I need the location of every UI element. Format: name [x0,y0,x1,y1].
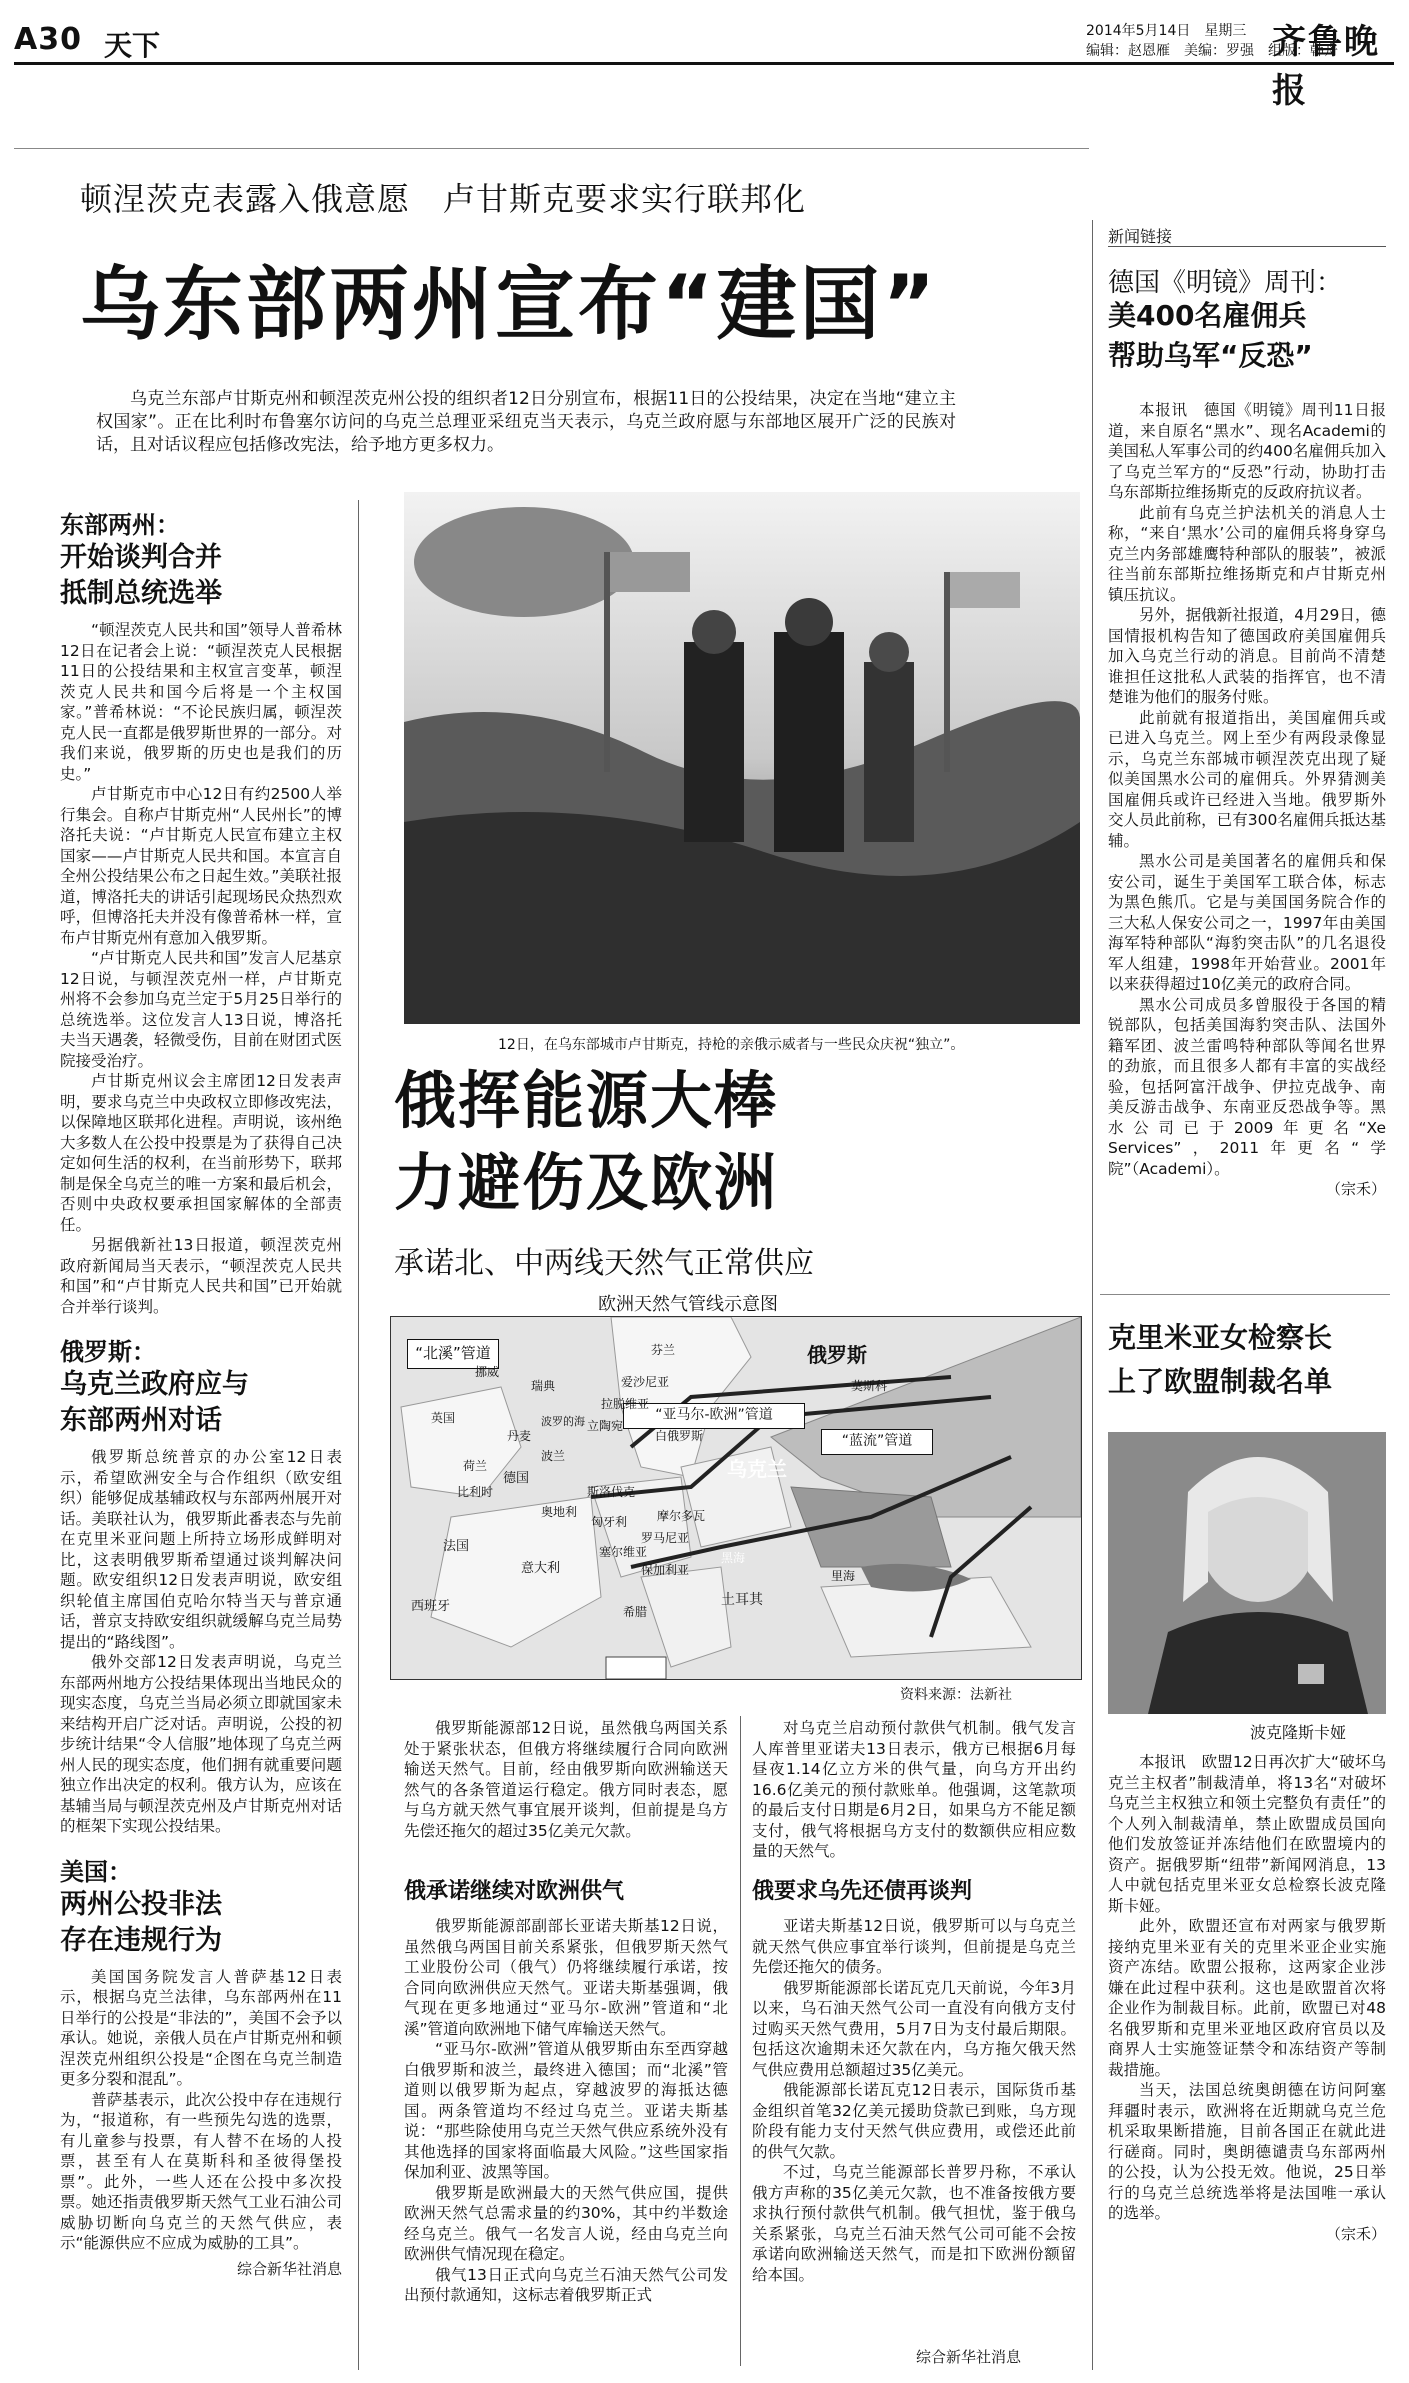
map-title: 欧洲天然气管线示意图 [598,1294,778,1315]
column-divider [358,500,359,2370]
label-ukraine: 乌克兰 [727,1457,787,1481]
section2-head-line2: 东部两州对话 [60,1405,222,1436]
label-poland: 波兰 [541,1449,566,1463]
label-netherlands: 荷兰 [463,1459,488,1473]
label-austria: 奥地利 [541,1505,578,1519]
gas-section1-head: 俄承诺继续对欧洲供气 [404,1879,625,1904]
section2-head-line1: 乌克兰政府应与 [60,1369,249,1400]
top-headline: 乌东部两州宣布“建国” [80,258,939,351]
paragraph: 俄罗斯能源部12日说，虽然俄乌两国关系处于紧张状态，但俄方将继续履行合同向欧洲输送天然气。目前，经由俄罗斯向欧洲输送天然气的各条管道运行稳定。俄方同时表态，愿与乌方就天然气事宜展开谈判，但前提是乌方先偿还拖欠的超过35亿美元欠款。 [404,1719,728,1840]
label-hungary: 匈牙利 [591,1515,628,1529]
paragraph: 俄罗斯能源部长诺瓦克几天前说，今年3月以来，乌石油天然气公司一直没有向俄方支付过购买天然气费用，5月7日为支付最后期限。包括这次逾期未还欠款在内，乌方拖欠俄天然气供应费用总额超过35亿美元。 [752,1978,1076,2079]
paragraph: 此前就有报道指出，美国雇佣兵或已进入乌克兰。网上至少有两段录像显示，乌克兰东部城市顿涅茨克出现了疑似美国黑水公司的雇佣兵。外界猜测美国雇佣兵或许已经进入当地。俄罗斯外交人员此前称，已有300名雇佣兵抵达基辅。 [1108,708,1386,850]
paragraph: 黑水公司成员多曾服役于各国的精锐部队，包括美国海豹突击队、法国外籍军团、波兰雷鸣特种部队等闻名世界的劲旅，而且很多人都有丰富的实战经验，包括阿富汗战争、伊拉克战争、南美反游击战争、东南亚反恐战争等。黑水公司已于2009年更名“Xe Services”，2011年更名“学院”（Academi）。 [1108,995,1386,1178]
section1-body [60,620,342,1317]
paragraph: 另外，据俄新社报道，4月29日，德国情报机构告知了德国政府美国雇佣兵加入乌克兰行动的消息。目前尚不清楚谁担任这批私人武装的指挥官，也不清楚谁为他们的服务付账。 [1108,606,1386,706]
label-belgium: 比利时 [457,1485,494,1499]
gas-section2-head: 俄要求乌先还债再谈判 [752,1879,973,1904]
label-lithuania: 立陶宛 [587,1419,624,1433]
masthead-rule [14,62,1394,65]
paragraph: 俄罗斯总统普京的办公室12日表示，希望欧洲安全与合作组织（欧安组织）能够促成基辅政权与东部两州展开对话。美联社认为，俄罗斯此番表态与先前在克里米亚问题上所持立场形成鲜明对比，这表明俄罗斯希望通过谈判解决问题。欧安组织12日发表声明说，欧安组织轮值主席国伯克哈尔特当天与普京通话，普京支持欧安组织就缓解乌克兰局势提出的“路线图”。 [60,1448,342,1651]
section3-head-line2: 存在违规行为 [60,1924,222,1956]
gas-section1-body [404,1916,728,2306]
paragraph: 本报讯 欧盟12日再次扩大“破坏乌克兰主权者”制裁清单，将13名“对破坏乌克兰主权独立和领土完整负有责任”的个人列入制裁清单，禁止欧盟成员国向他们发放签证并冻结他们在欧盟境内的资产。据俄罗斯“纽带”新闻网消息，13人中就包括克里米亚女总检察长波克隆斯卡娅。 [1108,1753,1386,1915]
right-story2-credit: （宗禾） [1325,2224,1386,2243]
right-story-rule [1100,1294,1390,1295]
gas-col1-intro [404,1718,728,1841]
top-rule [14,148,1089,149]
date-line: 2014年5月14日 星期三 [1086,23,1247,39]
left-credit: 综合新华社消息 [236,2259,342,2278]
gas-col2-intro [752,1718,1076,1862]
page-number: A30 [14,22,82,57]
label-bulgaria: 保加利亚 [641,1563,690,1577]
label-yamal: “亚马尔-欧洲”管道 [623,1403,805,1429]
right-story2-body [1108,1752,1386,2244]
pipeline-map [390,1316,1082,1680]
section3-body [60,1967,342,2254]
paragraph: 普萨基表示，此次公投中存在违规行为，“报道称，有一些预先勾选的选票，有儿童参与投票，有人替不在场的人投票，甚至有人在莫斯科和圣彼得堡投票”。此外，一些人还在公投中多次投票。她还指责俄罗斯天然气工业石油公司威胁切断向乌克兰的天然气供应，表示“能源供应不应成为威胁的工具”。 [60,2090,342,2252]
newspaper-logo: 齐鲁晚报 [1272,22,1380,111]
paragraph: 俄罗斯是欧洲最大的天然气供应国，提供欧洲天然气总需求量的约30%，其中约半数途经乌克兰。俄气一名发言人说，经由乌克兰向欧洲供气情况现在稳定。 [404,2183,728,2263]
paragraph: 卢甘斯克州议会主席团12日发表声明，要求乌克兰中央政权立即修改宪法，以保障地区联邦化进程。声明说，该州绝大多数人在公投中投票是为了获得自己决定如何生活的权利，在当前形势下，联邦制是保全乌克兰的唯一方案和最后机会，否则中央政权要承担国家解体的全部责任。 [60,1072,342,1234]
paragraph: 此前有乌克兰护法机关的消息人士称，“来自‘黑水’公司的雇佣兵将身穿乌克兰内务部雄鹰特种部队的服装”，被派往当前东部斯拉维扬斯克和卢甘斯克州镇压抗议。 [1108,503,1386,604]
section-name: 天下 [104,29,161,62]
label-germany: 德国 [503,1471,530,1486]
gas-credit: 综合新华社消息 [916,2348,1022,2366]
top-lead: 乌克兰东部卢甘斯克州和顿涅茨克州公投的组织者12日分别宣布，根据11日的公投结果，决定在当地“建立主权国家”。正在比利时布鲁塞尔访问的乌克兰总理亚采纽克当天表示，乌克兰政府愿与东部地区展开广泛的民族对话，且对话议程应包括修改宪法，给予地方更多权力。 [96,389,956,455]
paragraph: 对乌克兰启动预付款供气机制。俄气发言人库普里亚诺夫13日表示，俄方已根据6月每昼夜1.14亿立方米的供气量，向乌方开出约16.6亿美元的预付款账单。他强调，这笔款项的最后支付日期是6月2日，如果乌方不能足额支付，俄气将根据乌方支付的数额供应相应数量的天然气。 [752,1719,1076,1860]
right-story1-body [1108,400,1386,1200]
label-baltic-sea: 波罗的海 [541,1415,585,1428]
label-finland: 芬兰 [651,1343,676,1357]
right-story1-head-line3: 帮助乌军“反恐” [1108,339,1313,372]
paragraph: 亚诺夫斯基12日说，俄罗斯可以与乌克兰就天然气供应事宜举行谈判，但前提是乌克兰先偿还拖欠的债务。 [752,1917,1076,1976]
rally-photo [404,492,1080,1024]
label-moscow: 莫斯科 [851,1379,888,1393]
gas-headline-line1: 俄挥能源大棒 [394,1064,779,1137]
paragraph: “亚马尔-欧洲”管道从俄罗斯由东至西穿越白俄罗斯和波兰，最终进入德国；而“北溪”管道则以俄罗斯为起点，穿越波罗的海抵达德国。两条管道均不经过乌克兰。亚诺夫斯基说：“那些除使用乌克兰天然气供应系统外没有其他选择的国家将面临最大风险。”这些国家指保加利亚、波黑等国。 [404,2040,728,2181]
paragraph: 不过，乌克兰能源部长普罗丹称，不承认俄方声称的35亿美元欠款，也不准备按俄方要求执行预付款供气机制。俄气担忧，鉴于俄乌关系紧张，乌克兰石油天然气公司可能不会按承诺向欧洲输送天然气，而是扣下欧洲份额留给本国。 [752,2163,1076,2284]
paragraph: 当天，法国总统奥朗德在访问阿塞拜疆时表示，欧洲将在近期就乌克兰危机采取果断措施，目前各国正在就此进行磋商。同时，奥朗德谴责乌东部两州的公投，认为公投无效。他说，25日举行的乌克兰总统选举将是法国唯一承认的选举。 [1108,2081,1386,2222]
gas-subhead: 承诺北、中两线天然气正常供应 [394,1246,814,1281]
photo-caption: 12日，在乌东部城市卢甘斯克，持枪的亲俄示威者与一些民众庆祝“独立”。 [498,1037,965,1053]
section2-tag: 俄罗斯： [60,1338,156,1366]
section3-tag: 美国： [60,1857,132,1886]
top-subhead: 顿涅茨克表露入俄意愿 卢甘斯克要求实行联邦化 [80,180,807,218]
label-turkey: 土耳其 [721,1592,763,1608]
label-latvia: 拉脱维亚 [601,1397,650,1411]
right-story2-head-line2: 上了欧盟制裁名单 [1108,1365,1333,1398]
label-belarus: 白俄罗斯 [655,1429,704,1443]
right-story1-head-line1: 德国《明镜》周刊： [1108,268,1343,298]
section1-tag: 东部两州： [60,511,180,539]
label-romania: 罗马尼亚 [641,1531,690,1545]
label-norway: 挪威 [475,1365,500,1379]
editors-line: 编辑：赵恩雁 美编：罗强 组版：韩舟 [1086,43,1338,59]
label-spain: 西班牙 [411,1599,451,1614]
label-denmark: 丹麦 [507,1429,532,1443]
paragraph: 美国国务院发言人普萨基12日表示，根据乌克兰法律，乌东部两州在11日举行的公投是“非法的”，美国不会予以承认。她说，亲俄人员在卢甘斯克州和顿涅茨克州组织公投是“企图在乌克兰制造更多分裂和混乱”。 [60,1967,342,2088]
portrait-photo [1108,1432,1386,1714]
label-estonia: 爱沙尼亚 [621,1375,670,1389]
section1-head-line2: 抵制总统选举 [60,578,222,609]
left-column [60,510,342,2279]
right-divider [1092,220,1093,2370]
section2-body [60,1447,342,1837]
paragraph: 本报讯 德国《明镜》周刊11日报道，来自原名“黑水”、现名Academi的美国私人军事公司的约400名雇佣兵加入了乌克兰军方的“反恐”行动，协助打击乌东部斯拉维扬斯克的反政府抗议者。 [1108,401,1386,501]
paragraph: 黑水公司是美国著名的雇佣兵和保安公司，诞生于美国军工联合体，标志为黑色熊爪。它是与美国国务院合作的三大私人保安公司之一，1997年由美国海军特种部队“海豹突击队”的几名退役军人组建，1998年开始营业。2001年以来获得超过10亿美元的政府合同。 [1108,852,1386,993]
label-caspian: 里海 [831,1569,856,1583]
gas-headline-line2: 力避伤及欧洲 [394,1146,779,1219]
map-source: 资料来源：法新社 [900,1687,1012,1703]
news-link-bar [1108,224,1386,247]
label-greece: 希腊 [623,1605,648,1619]
section1-head-line1: 开始谈判合并 [60,542,222,573]
label-france: 法国 [443,1539,470,1554]
label-russia: 俄罗斯 [807,1343,867,1367]
paragraph: “卢甘斯克人民共和国”发言人尼基京12日说，与顿涅茨克州一样，卢甘斯克州将不会参加乌克兰定于5月25日举行的总统选举。这位发言人13日说，博洛托夫当天遇袭，轻微受伤，目前在财团式医院接受治疗。 [60,949,342,1070]
paragraph: 另据俄新社13日报道，顿涅茨克州政府新闻局当天表示，“顿涅茨克人民共和国”和“卢甘斯克人民共和国”已开始就合并举行谈判。 [60,1236,342,1316]
section3-head-line1: 两州公投非法 [60,1888,222,1920]
paragraph: “顿涅茨克人民共和国”领导人普希林12日在记者会上说：“顿涅茨克人民根据11日的公投结果和主权宣言变革，顿涅茨克人民共和国今后将是一个主权国家。”普希林说：“不论民族归属，顿涅茨克人民一直都是俄罗斯世界的一部分。对我们来说，俄罗斯的历史也是我们的历史。” [60,621,342,783]
label-sweden: 瑞典 [531,1379,556,1393]
label-nord-stream: “北溪”管道 [407,1339,499,1369]
paragraph: 俄能源部长诺瓦克12日表示，国际货币基金组织首笔32亿美元援助贷款已到账，乌方现阶段有能力支付天然气供应费用，或偿还此前的供气欠款。 [752,2081,1076,2161]
portrait-caption: 波克隆斯卡娅 [1250,1723,1347,1742]
paragraph: 俄气13日正式向乌克兰石油天然气公司发出预付款通知，这标志着俄罗斯正式 [404,2265,728,2304]
right-story1-head-line2: 美400名雇佣兵 [1108,299,1307,332]
label-britain: 英国 [431,1411,456,1425]
label-moldova: 摩尔多瓦 [657,1509,706,1523]
label-serbia: 塞尔维亚 [599,1545,648,1559]
label-slovakia: 斯洛伐克 [587,1485,636,1499]
paragraph: 卢甘斯克市中心12日有约2500人举行集会。自称卢甘斯克州“人民州长”的博洛托夫说：“卢甘斯克人民宣布建立主权国家——卢甘斯克人民共和国。本宣言自全州公投结果公布之日起生效。”美联社报道，博洛托夫的讲话引起现场民众热烈欢呼，但博洛托夫并没有像普希林一样，宣布卢甘斯克州有意加入俄罗斯。 [60,785,342,947]
paragraph: 俄罗斯能源部副部长亚诺夫斯基12日说，虽然俄乌两国目前关系紧张，但俄罗斯天然气工业股份公司（俄气）仍将继续履行承诺，按合同向欧洲供应天然气。亚诺夫斯基强调，俄气现在更多地通过“亚马尔-欧洲”管道和“北溪”管道向欧洲地下储气库输送天然气。 [404,1917,728,2038]
gas-column-divider [740,1716,741,2366]
news-link-tag: 新闻链接 [1108,227,1173,246]
label-italy: 意大利 [521,1561,561,1576]
label-blue-stream: “蓝流”管道 [821,1429,933,1455]
right-story1-credit: （宗禾） [1325,1180,1386,1198]
paragraph: 俄外交部12日发表声明说，乌克兰东部两州地方公投结果体现出当地民众的现实态度，乌克兰当局必须立即就国家未来结构开启广泛对话。声明说，公投的初步统计结果“令人信服”地体现了乌克兰两州人民的现实态度，他们拥有就重要问题独立作出决定的权利。俄方认为，应该在基辅当局与顿涅茨克州及卢甘斯克州对话的框架下实现公投结果。 [60,1653,342,1835]
gas-section2-body [752,1916,1076,2285]
right-story2-head-line1: 克里米亚女检察长 [1108,1321,1333,1354]
paragraph: 此外，欧盟还宣布对两家与俄罗斯接纳克里米亚有关的克里米亚企业实施资产冻结。欧盟公报称，这两家企业涉嫌在此过程中获利。这也是欧盟首次将企业作为制裁目标。此前，欧盟已对48名俄罗斯和克里米亚地区政府官员以及商界人士实施签证禁令和冻结资产等制裁措施。 [1108,1917,1386,2079]
label-black-sea: 黑海 [721,1551,746,1565]
